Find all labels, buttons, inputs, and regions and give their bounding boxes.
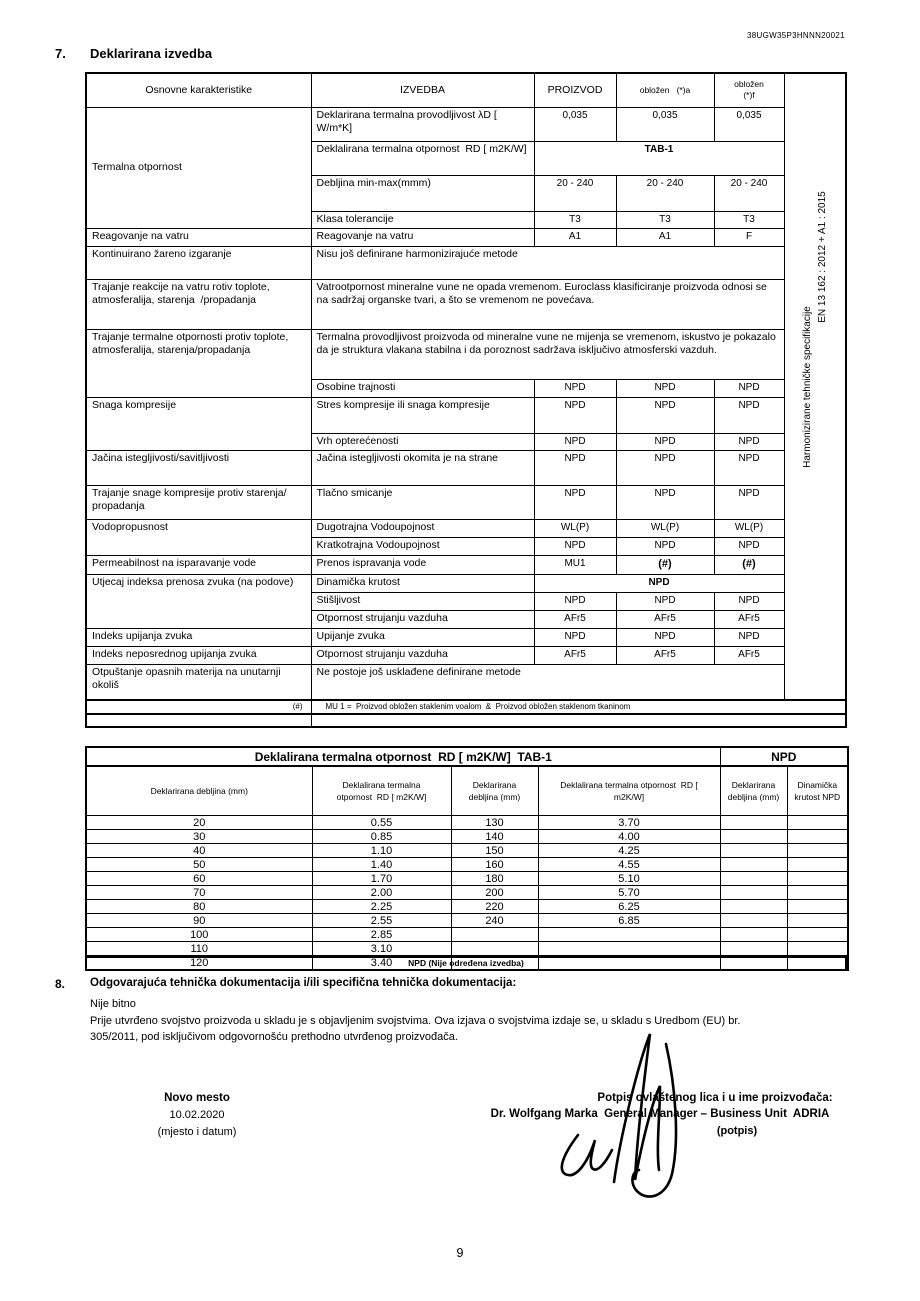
value-cell: A1 <box>616 229 714 247</box>
span-text-cell: Nisu još definirane harmonizirajuće metode <box>311 247 784 280</box>
tab1-cell: 5.70 <box>538 886 720 900</box>
signature-scribble <box>548 1030 724 1202</box>
signature-title: Potpis ovlaštenog lica i u ime proizvođača: <box>597 1092 833 1104</box>
table-row <box>86 247 846 280</box>
value-cell: 0,035 <box>616 107 714 141</box>
tab1-title-row <box>86 747 848 766</box>
spacer-cell <box>311 714 846 727</box>
document-code: 38UGW35P3HNNN20021 <box>747 31 845 40</box>
section-8-title: Odgovarajuća tehnička dokumentacija i/ili specifična tehnička dokumentacija: <box>90 977 517 989</box>
row-label: Otpornost strujanju vazduha <box>311 610 534 628</box>
tab1-cell <box>451 942 538 956</box>
group-label: Kontinuirano žareno izgaranje <box>86 247 311 280</box>
value-cell: NPD <box>616 628 714 646</box>
tab1-cell <box>720 816 787 830</box>
tab1-cell: 20 <box>86 816 312 830</box>
group-label: Trajanje snage kompresije protiv starenja/ propadanja <box>86 486 311 520</box>
value-cell-hash: (#) <box>714 556 784 575</box>
tab1-cell: 150 <box>451 844 538 858</box>
table-row <box>86 646 846 664</box>
row-label: Upijanje zvuka <box>311 628 534 646</box>
tab1-cell <box>787 858 848 872</box>
tab1-cell: 0.85 <box>312 830 451 844</box>
col-header-osnovne: Osnovne karakteristike <box>86 73 311 107</box>
group-label: Indeks upijanja zvuka <box>86 628 311 646</box>
value-cell: 0,035 <box>714 107 784 141</box>
tab1-col-header: Deklarirana debljina (mm) <box>86 766 312 816</box>
value-cell: NPD <box>616 433 714 451</box>
value-cell: F <box>714 229 784 247</box>
value-cell: WL(P) <box>714 520 784 538</box>
value-cell: NPD <box>534 433 616 451</box>
tab1-cell: 80 <box>86 900 312 914</box>
group-label: Termalna otpornost <box>86 107 311 229</box>
declared-performance-table <box>85 72 847 728</box>
row-label: Klasa tolerancije <box>311 211 534 229</box>
spacer-row <box>86 714 846 727</box>
group-label: Trajanje reakcije na vatru rotiv toplote, atmosferalija, starenja /propadanja <box>86 280 311 330</box>
signature-place: Novo mesto <box>164 1092 230 1104</box>
tab1-cell: 30 <box>86 830 312 844</box>
span-text-cell: Ne postoje još usklađene definirane metode <box>311 664 784 700</box>
signature-caption: (potpis) <box>716 1125 758 1137</box>
group-label: Trajanje termalne otpornosti protiv toplote, atmosferalija, starenja/propadanja <box>86 330 311 398</box>
harmonized-spec-cell <box>784 73 846 700</box>
tab1-data-row <box>86 914 848 928</box>
col-header-proizvod: PROIZVOD <box>534 73 616 107</box>
row-label: Stres kompresije ili snaga kompresije <box>311 397 534 433</box>
value-cell: AFr5 <box>616 646 714 664</box>
tab1-cell: 2.00 <box>312 886 451 900</box>
col-header-izvedba: IZVEDBA <box>311 73 534 107</box>
value-cell: NPD <box>714 538 784 556</box>
tab1-col-header: Deklalirana termalna otpornost RD [ m2K/W] <box>538 766 720 816</box>
tab1-cell: 2.85 <box>312 928 451 942</box>
table-row <box>86 520 846 538</box>
row-label: Stišljivost <box>311 592 534 610</box>
value-cell: NPD <box>534 592 616 610</box>
tab1-cell <box>720 872 787 886</box>
section-8-note: Nije bitno <box>90 998 136 1010</box>
span-text-cell: Termalna provodljivost proizvoda od mineralne vune ne mijenja se vremenom, iskustvo je pokazalo da je struktura vlakana stabilna i da poroznost sadržava isključivo atmosferski vazduh. <box>311 330 784 380</box>
footnote-marker: (#) <box>86 700 311 714</box>
tab1-cell: 4.55 <box>538 858 720 872</box>
value-cell: AFr5 <box>714 610 784 628</box>
tab1-cell: 2.55 <box>312 914 451 928</box>
value-cell: T3 <box>714 211 784 229</box>
tab1-data-row <box>86 872 848 886</box>
row-label: Jačina istegljivosti okomita je na strane <box>311 451 534 486</box>
value-cell: NPD <box>714 451 784 486</box>
tab1-data-row <box>86 942 848 956</box>
tab1-cell: 140 <box>451 830 538 844</box>
col-header-oblozen-f <box>714 73 784 107</box>
row-label: Osobine trajnosti <box>311 380 534 398</box>
value-cell: NPD <box>714 592 784 610</box>
tab1-cell: 110 <box>86 942 312 956</box>
harmonized-spec-note <box>800 77 830 697</box>
table-header-row <box>86 73 846 107</box>
tab1-cell: 160 <box>451 858 538 872</box>
value-cell: NPD <box>534 538 616 556</box>
tab1-body <box>86 816 848 971</box>
value-cell: NPD <box>714 433 784 451</box>
value-cell: WL(P) <box>534 520 616 538</box>
group-label: Otpuštanje opasnih materija na unutarnji okoliš <box>86 664 311 700</box>
value-cell: NPD <box>616 592 714 610</box>
value-cell: AFr5 <box>714 646 784 664</box>
tab1-cell <box>720 928 787 942</box>
tab1-cell <box>720 900 787 914</box>
group-label: Utjecaj indeksa prenosa zvuka (na podove) <box>86 574 311 628</box>
value-cell: NPD <box>714 397 784 433</box>
tab1-data-row <box>86 844 848 858</box>
tab1-col-header: Deklarirana debljina (mm) <box>720 766 787 816</box>
value-cell: NPD <box>616 380 714 398</box>
tab1-cell: 6.25 <box>538 900 720 914</box>
value-cell: NPD <box>534 486 616 520</box>
table-row <box>86 556 846 575</box>
tab1-cell: 6.85 <box>538 914 720 928</box>
tab1-data-row <box>86 886 848 900</box>
tab1-cell: 40 <box>86 844 312 858</box>
tab1-cell <box>720 858 787 872</box>
value-cell: AFr5 <box>534 610 616 628</box>
tab1-cell: 3.40 <box>312 956 451 971</box>
tab1-header-row <box>86 766 848 816</box>
table-row <box>86 330 846 380</box>
section-7-title: Deklarirana izvedba <box>90 46 213 61</box>
section-8-paragraph-line: 305/2011, pod isključivom odgovornošću prethodno utvrđenog proizvođača. <box>90 1031 458 1043</box>
tab1-cell <box>787 816 848 830</box>
tab1-col-header: Deklarirana debljina (mm) <box>451 766 538 816</box>
tab1-cell: 3.70 <box>538 816 720 830</box>
tab1-cell <box>787 942 848 956</box>
value-cell: NPD <box>714 628 784 646</box>
value-cell-npd-span: NPD <box>534 574 784 592</box>
tab1-cell <box>787 886 848 900</box>
tab1-cell: 1.70 <box>312 872 451 886</box>
value-cell: 20 - 240 <box>714 175 784 211</box>
spacer-cell <box>86 714 311 727</box>
tab1-cell <box>720 886 787 900</box>
tab1-col-header: Dinamička krutost NPD <box>787 766 848 816</box>
group-label: Reagovanje na vatru <box>86 229 311 247</box>
tab1-cell <box>451 928 538 942</box>
group-label: Vodopropusnost <box>86 520 311 556</box>
tab1-cell: 120 <box>86 956 312 971</box>
table-row <box>86 628 846 646</box>
tab1-cell: 180 <box>451 872 538 886</box>
value-cell: NPD <box>534 397 616 433</box>
row-label: Debljina min-max(mmm) <box>311 175 534 211</box>
tab1-cell <box>720 914 787 928</box>
row-label: Kratkotrajna Vodoupojnost <box>311 538 534 556</box>
table-row <box>86 451 846 486</box>
value-cell: NPD <box>534 628 616 646</box>
tab1-cell <box>787 928 848 942</box>
tab1-cell: 4.25 <box>538 844 720 858</box>
tab1-data-row <box>86 900 848 914</box>
row-label: Tlačno smicanje <box>311 486 534 520</box>
signature-place-caption: (mjesto i datum) <box>157 1126 237 1138</box>
tab1-cell: 70 <box>86 886 312 900</box>
row-label: Deklarirana termalna provodljivost λD [ W/m*K] <box>311 107 534 141</box>
tab1-col-header: Deklalirana termalna otpornost RD [ m2K/W] <box>312 766 451 816</box>
table-row <box>86 280 846 330</box>
section-8-number: 8. <box>55 977 66 991</box>
tab1-cell <box>787 844 848 858</box>
value-cell-tab1: TAB-1 <box>534 141 784 175</box>
value-cell: NPD <box>534 451 616 486</box>
value-cell: MU1 <box>534 556 616 575</box>
tab1-cell: 220 <box>451 900 538 914</box>
tab1-cell <box>787 872 848 886</box>
tab1-cell: 1.10 <box>312 844 451 858</box>
tab1-cell <box>720 942 787 956</box>
value-cell: T3 <box>534 211 616 229</box>
table-row <box>86 397 846 433</box>
value-cell: A1 <box>534 229 616 247</box>
group-label: Permeabilnost na isparavanje vode <box>86 556 311 575</box>
row-label: Otpornost strujanju vazduha <box>311 646 534 664</box>
value-cell: NPD <box>616 538 714 556</box>
value-cell: NPD <box>714 486 784 520</box>
tab1-cell <box>787 830 848 844</box>
harmonized-spec-line2: EN 13 162 : 2012 + A1 : 2015 <box>816 190 828 323</box>
group-label: Jačina istegljivosti/savitljivosti <box>86 451 311 486</box>
group-label: Snaga kompresije <box>86 397 311 451</box>
tab1-cell <box>787 900 848 914</box>
footnote-row <box>86 700 846 714</box>
value-cell: T3 <box>616 211 714 229</box>
value-cell-hash: (#) <box>616 556 714 575</box>
span-text-cell: Vatrootpornost mineralne vune ne opada vremenom. Euroclass klasificiranje proizvoda odnosi se na sadržaj organske tvari, a što se vremenom ne povećava. <box>311 280 784 330</box>
signature-name: Dr. Wolfgang Marka General Manager – Business Unit ADRIA <box>490 1108 830 1120</box>
tab1-cell <box>787 914 848 928</box>
tab1-thermal-resistance-table <box>85 746 849 971</box>
oblozen-f-line1: obložen <box>734 78 764 89</box>
col-header-oblozen-a: obložen (*)a <box>616 73 714 107</box>
value-cell: WL(P) <box>616 520 714 538</box>
tab1-cell: 200 <box>451 886 538 900</box>
section-7-number: 7. <box>55 46 66 61</box>
tab1-cell: 90 <box>86 914 312 928</box>
row-label: Deklalirana termalna otpornost RD [ m2K/W] <box>311 141 534 175</box>
tab1-cell <box>720 830 787 844</box>
table-row <box>86 664 846 700</box>
tab1-data-row <box>86 928 848 942</box>
value-cell: NPD <box>534 380 616 398</box>
tab1-cell: 130 <box>451 816 538 830</box>
value-cell: NPD <box>616 397 714 433</box>
tab1-title: Deklalirana termalna otpornost RD [ m2K/W] TAB-1 <box>86 747 720 766</box>
tab1-data-row <box>86 816 848 830</box>
value-cell: 20 - 240 <box>534 175 616 211</box>
tab1-cell: 2.25 <box>312 900 451 914</box>
tab1-cell: 4.00 <box>538 830 720 844</box>
tab1-cell: 50 <box>86 858 312 872</box>
row-label: Dugotrajna Vodoupojnost <box>311 520 534 538</box>
row-label: Prenos ispravanja vode <box>311 556 534 575</box>
row-label: Dinamička krutost <box>311 574 534 592</box>
section-8-paragraph-line: Prije utvrđeno svojstvo proizvoda u skladu je s objavljenim svojstvima. Ova izjava o svojstvima izdaje se, u skladu s Uredbom (EU) br. <box>90 1015 741 1027</box>
value-cell: AFr5 <box>616 610 714 628</box>
row-label: Reagovanje na vatru <box>311 229 534 247</box>
tab1-cell: 1.40 <box>312 858 451 872</box>
value-cell: AFr5 <box>534 646 616 664</box>
harmonized-spec-line1: Harmonizirane tehničke specifikacije <box>801 305 813 468</box>
group-label: Indeks neposrednog upijanja zvuka <box>86 646 311 664</box>
value-cell: NPD <box>714 380 784 398</box>
tab1-cell: 240 <box>451 914 538 928</box>
table-row <box>86 574 846 592</box>
value-cell: NPD <box>616 486 714 520</box>
tab1-title-npd: NPD <box>720 747 848 766</box>
tab1-cell: 0.55 <box>312 816 451 830</box>
table-row <box>86 229 846 247</box>
tab1-cell <box>538 942 720 956</box>
tab1-cell: 100 <box>86 928 312 942</box>
tab1-cell: 5.10 <box>538 872 720 886</box>
value-cell: 0,035 <box>534 107 616 141</box>
value-cell: 20 - 240 <box>616 175 714 211</box>
tab1-cell: 3.10 <box>312 942 451 956</box>
tab1-data-row <box>86 858 848 872</box>
oblozen-f-line2: (*)f <box>743 90 755 101</box>
table-row <box>86 486 846 520</box>
tab1-cell <box>720 844 787 858</box>
signature-date: 10.02.2020 <box>169 1109 225 1121</box>
npd-footer: NPD (Nije određena izvedba) <box>85 956 847 971</box>
page-number: 9 <box>456 1246 464 1260</box>
footnote-text: MU 1 = Proizvod obložen staklenim voalom & Proizvod obložen staklenom tkaninom <box>311 700 846 714</box>
tab1-cell <box>538 928 720 942</box>
tab1-cell: 60 <box>86 872 312 886</box>
row-label: Vrh opterećenosti <box>311 433 534 451</box>
table-row <box>86 107 846 141</box>
tab1-data-row <box>86 830 848 844</box>
value-cell: NPD <box>616 451 714 486</box>
